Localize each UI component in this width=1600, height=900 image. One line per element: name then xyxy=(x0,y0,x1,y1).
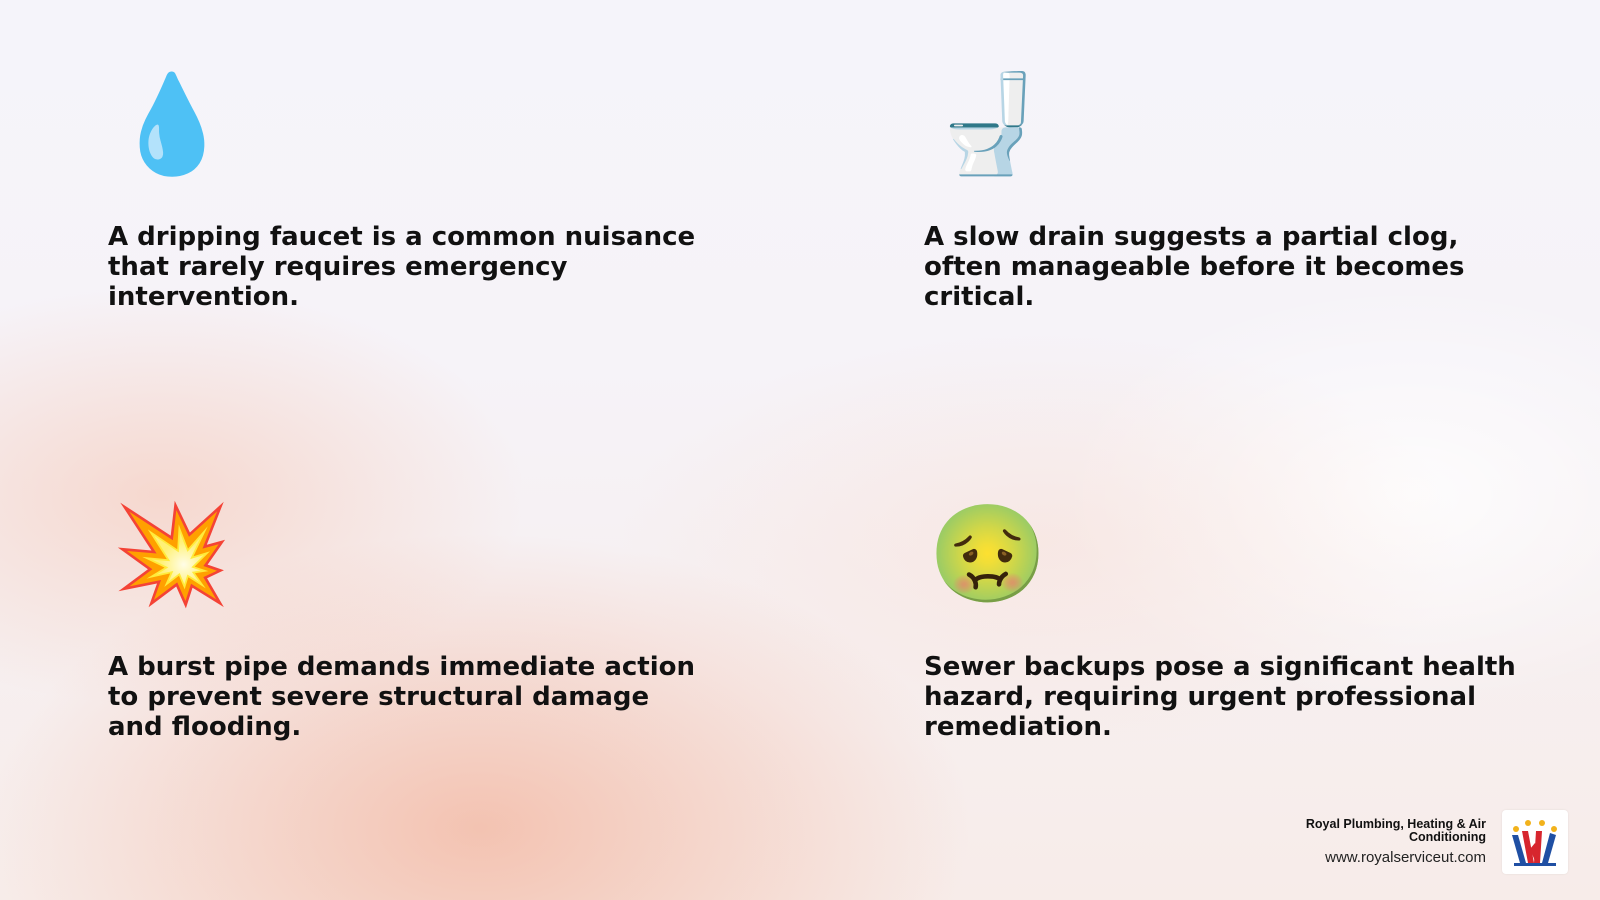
toilet-icon: 🚽 xyxy=(928,68,1048,180)
card-text: A burst pipe demands immediate action to prevent severe structural damage and flooding. xyxy=(108,652,696,742)
brand-text xyxy=(1286,818,1486,866)
brand-url: www.royalserviceut.com xyxy=(1325,849,1486,866)
nauseated-face-icon: 🤢 xyxy=(928,498,1048,610)
info-card-slow-drain xyxy=(924,68,1524,312)
card-text: Sewer backups pose a significant health hazard, requiring urgent professional remediation. xyxy=(924,652,1516,742)
water-droplet-icon: 💧 xyxy=(112,68,232,180)
info-card-burst-pipe xyxy=(108,498,708,742)
brand-name: Royal Plumbing, Heating & Air Conditioning xyxy=(1305,817,1486,844)
info-card-dripping-faucet xyxy=(108,68,708,312)
card-text: A slow drain suggests a partial clog, often manageable before it becomes critical. xyxy=(924,222,1465,312)
card-text: A dripping faucet is a common nuisance that rarely requires emergency intervention. xyxy=(108,222,696,312)
crown-logo-graphic xyxy=(1506,813,1564,871)
info-card-sewer-backup xyxy=(924,498,1524,742)
brand-footer xyxy=(1286,810,1568,874)
burst-explosion-icon: 💥 xyxy=(112,498,232,610)
crown-logo-icon xyxy=(1502,810,1568,874)
